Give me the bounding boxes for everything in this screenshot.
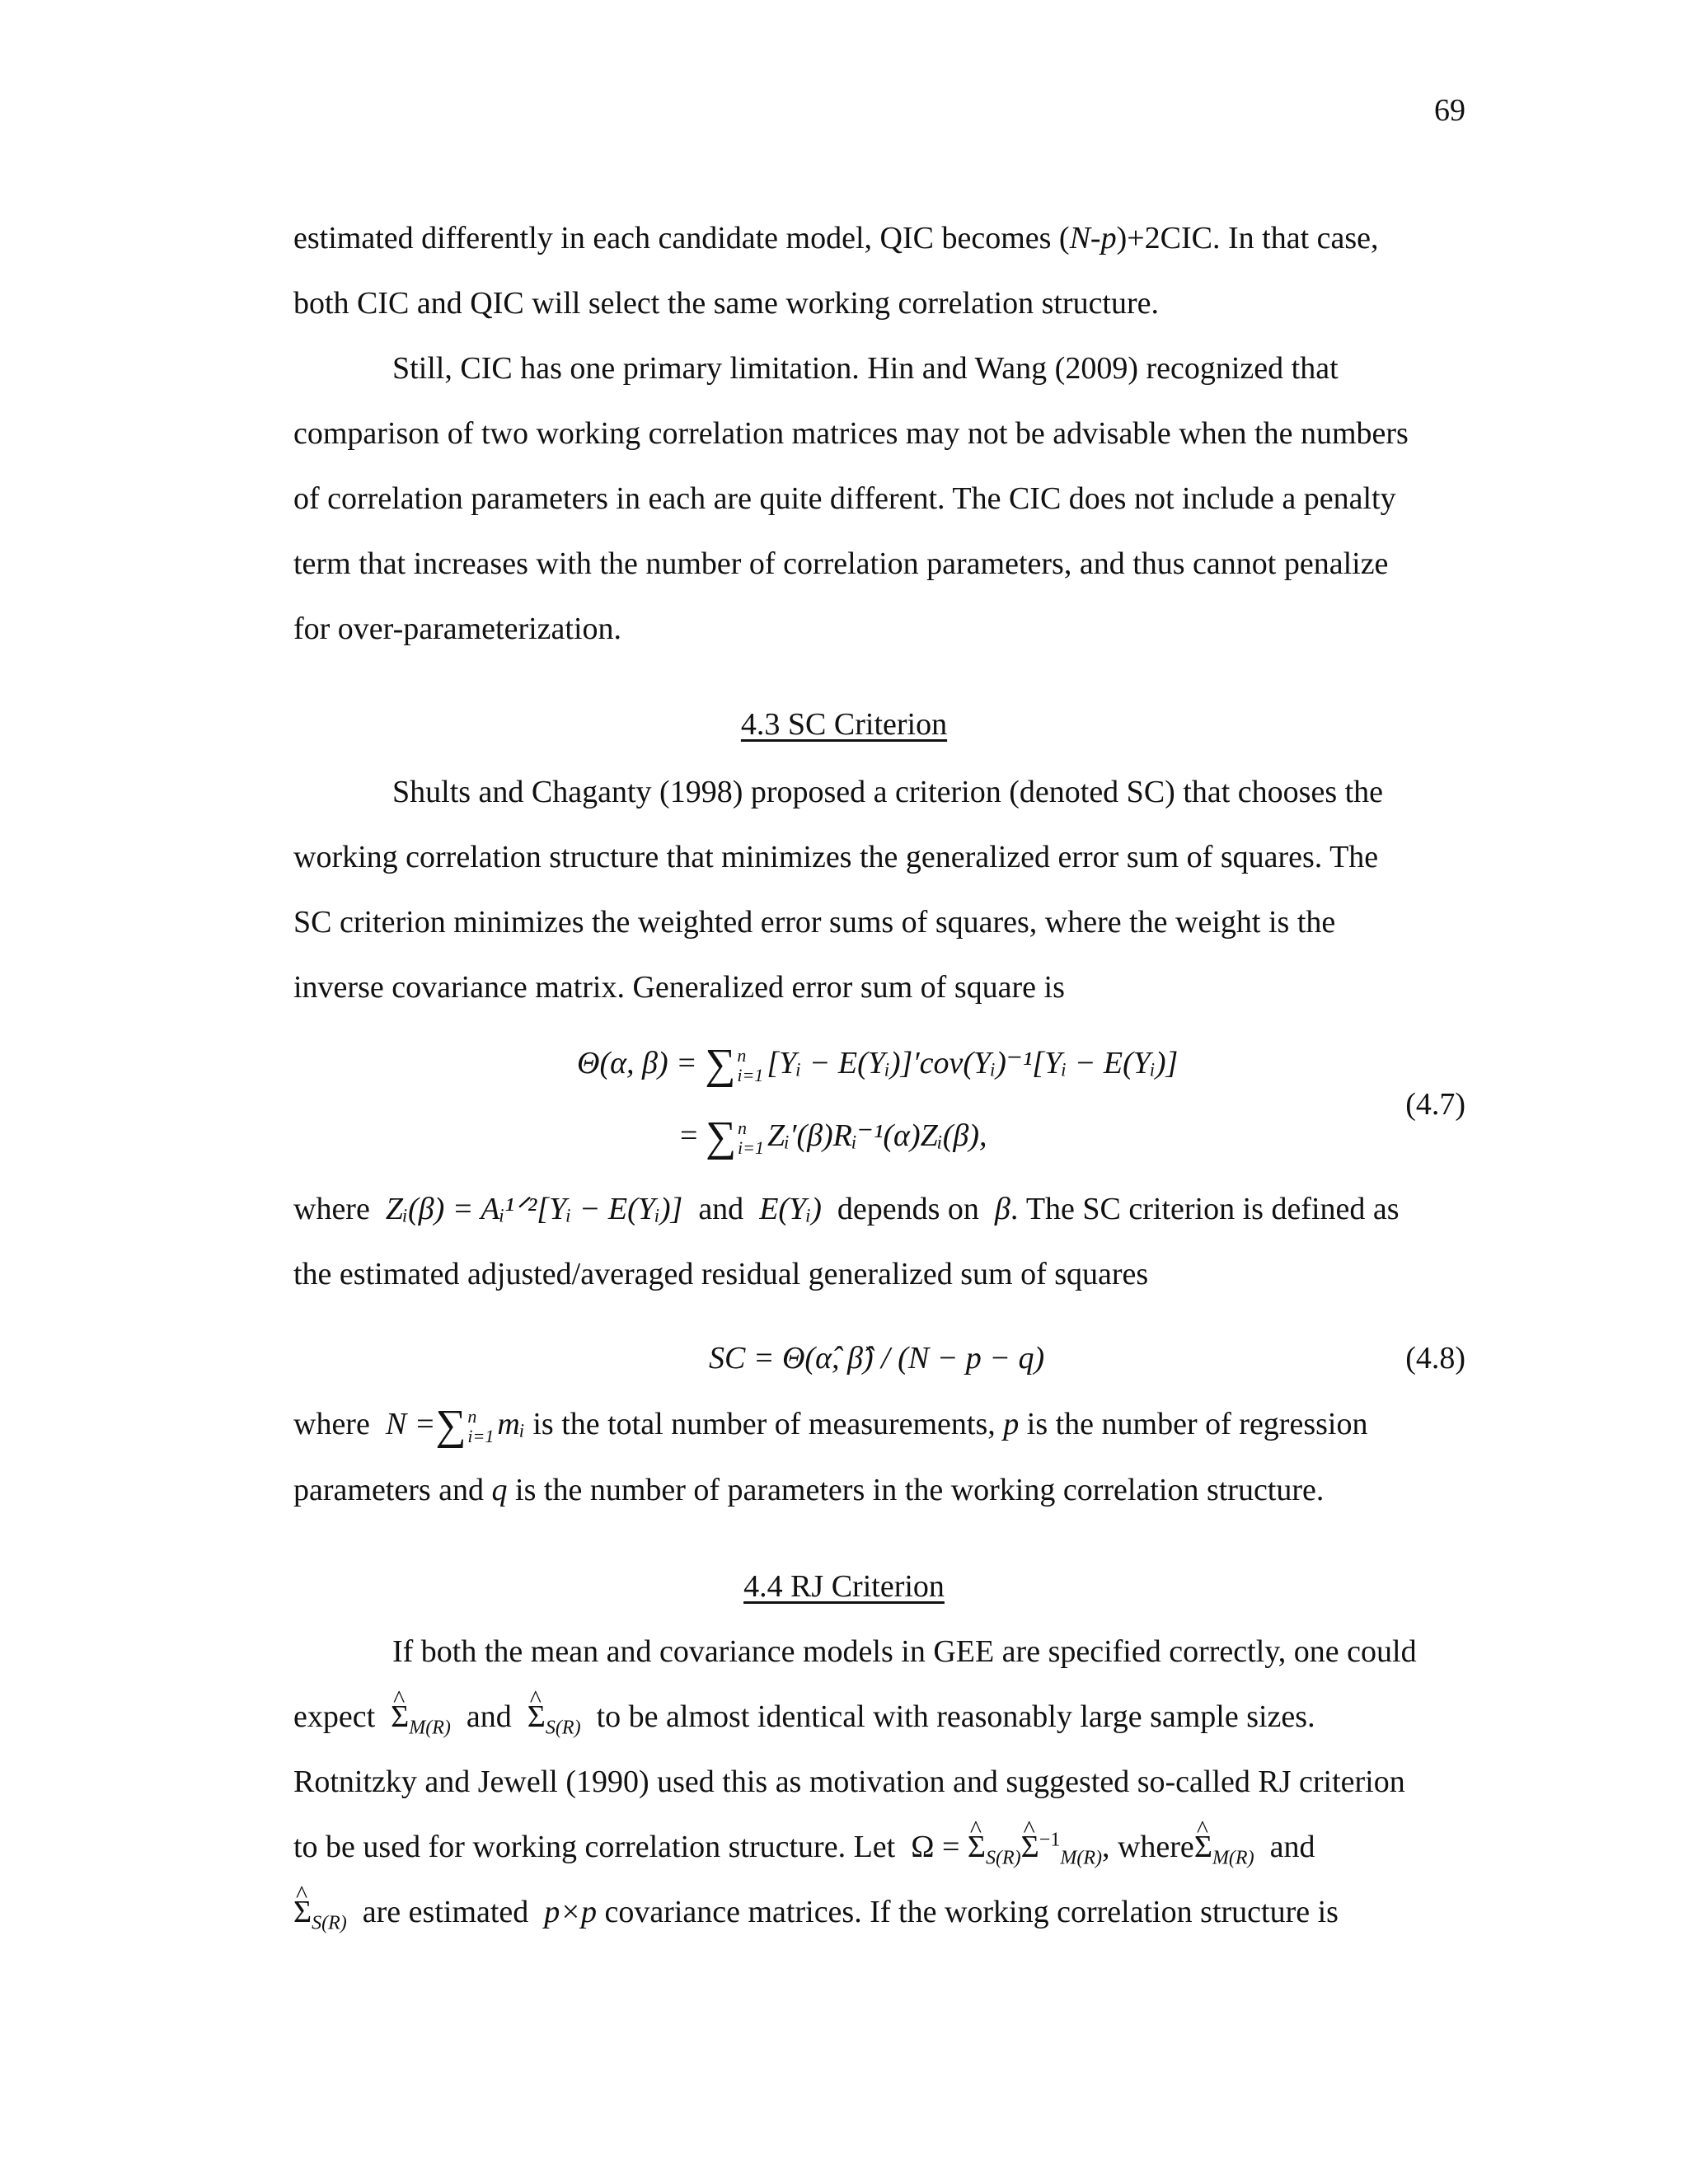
paragraph-2-line-3: of correlation parameters in each are quite different. The CIC does not include a penalty (293, 481, 1396, 516)
paragraph-6-line-3: Rotnitzky and Jewell (1990) used this as motivation and suggested so-called RJ criterion (293, 1765, 1405, 1799)
paragraph-3-line-4: inverse covariance matrix. Generalized error sum of square is (293, 970, 1065, 1005)
section-heading-4-3: 4.3 SC Criterion (740, 707, 948, 742)
summation-limits: n i=1 (737, 1045, 764, 1086)
paragraph-1-line-1: estimated differently in each candidate model, QIC becomes (N-p)+2CIC. In that case, (293, 221, 1379, 255)
paragraph-4-line-2: the estimated adjusted/averaged residual generalized sum of squares (293, 1257, 1149, 1291)
paragraph-5 (293, 1392, 1469, 1523)
paragraph-3-line-3: SC criterion minimizes the weighted error sums of squares, where the weight is the (293, 905, 1336, 940)
paragraph-1 (293, 206, 1469, 336)
paragraph-6-line-5: ^ $\Sigma_{S(R)}$ are estimated p×p covariance matrices. If the working correlation structure is (293, 1880, 1469, 1945)
summation-limits: n i=1 (467, 1406, 495, 1447)
summation-symbol: ∑ (435, 1402, 467, 1449)
paragraph-2 (293, 336, 1469, 662)
sigma-hat-m-2: ^ Σ (1194, 1815, 1212, 1880)
equation-4-7-line-2: = ∑ n i=1 Zᵢ′(β)Rᵢ⁻¹(α)Zᵢ(β), (680, 1113, 987, 1160)
sigma-hat-m-inverse: ^ Σ (1021, 1815, 1039, 1880)
paragraph-6-line-1: If both the mean and covariance models in GEE are specified correctly, one could (392, 1634, 1417, 1669)
equation-number-4-7: (4.7) (1405, 1087, 1465, 1122)
sigma-hat-s-3: ^ Σ (293, 1880, 312, 1945)
summation-symbol: ∑ (705, 1113, 737, 1160)
equation-4-8: SC = Θ(α̂, β̂) / (N − p − q) (709, 1341, 1045, 1376)
paragraph-4-line-1: where Zᵢ(β) = Aᵢ¹ᐟ²[Yᵢ − E(Yᵢ)] and E(Yᵢ) depends on β. The SC criterion is defined as (293, 1192, 1400, 1226)
paragraph-3-line-2: working correlation structure that minimizes the generalized error sum of squares. The (293, 840, 1379, 874)
paragraph-6 (293, 1619, 1469, 1945)
paragraph-2-line-4: term that increases with the number of correlation parameters, and thus cannot penalize (293, 546, 1389, 581)
section-heading-4-4: 4.4 RJ Criterion (743, 1569, 945, 1604)
paragraph-5-line-1: where N =∑ n i=1 mᵢ is the total number of measurements, p is the number of regression (293, 1402, 1368, 1449)
equation-4-7-line-1: Θ(α, β) = ∑ n i=1 [Yᵢ − E(Yᵢ)]′cov(Yᵢ)⁻¹[Yᵢ − E(Yᵢ)] (577, 1041, 1179, 1088)
sigma-hat-s: ^ Σ (528, 1685, 546, 1750)
summation-limits: n i=1 (738, 1118, 764, 1159)
paragraph-2-line-5: for over-parameterization. (293, 612, 622, 646)
paragraph-6-line-4: to be used for working correlation structure. Let Ω = ^ $\Sigma_{S(R)}\^{}$ $\Sigma^{-1}_{M(R)}$, where^ $\Sigma_{M(R)}$ and (293, 1815, 1469, 1880)
sigma-hat-s-2: ^ Σ (968, 1815, 986, 1880)
paragraph-1-line-2: both CIC and QIC will select the same working correlation structure. (293, 286, 1160, 321)
paragraph-3-line-1: Shults and Chaganty (1998) proposed a criterion (denoted SC) that chooses the (392, 775, 1384, 809)
summation-symbol: ∑ (705, 1041, 736, 1088)
paragraph-3 (293, 760, 1469, 1020)
paragraph-5-line-2: parameters and q is the number of parameters in the working correlation structure. (293, 1473, 1325, 1507)
page-number: 69 (1434, 93, 1465, 128)
equation-number-4-8: (4.8) (1405, 1341, 1465, 1376)
paragraph-6-line-2: expect ^ $\Sigma_{M(R)}$ and ^ $\Sigma_{S(R)}$ to be almost identical with reasonably large sample sizes. (293, 1685, 1469, 1750)
paragraph-2-line-2: comparison of two working correlation matrices may not be advisable when the numbers (293, 416, 1409, 451)
paragraph-2-line-1: Still, CIC has one primary limitation. Hin and Wang (2009) recognized that (392, 351, 1339, 386)
sigma-hat-m: ^ Σ (391, 1685, 409, 1750)
paragraph-4 (293, 1177, 1469, 1307)
